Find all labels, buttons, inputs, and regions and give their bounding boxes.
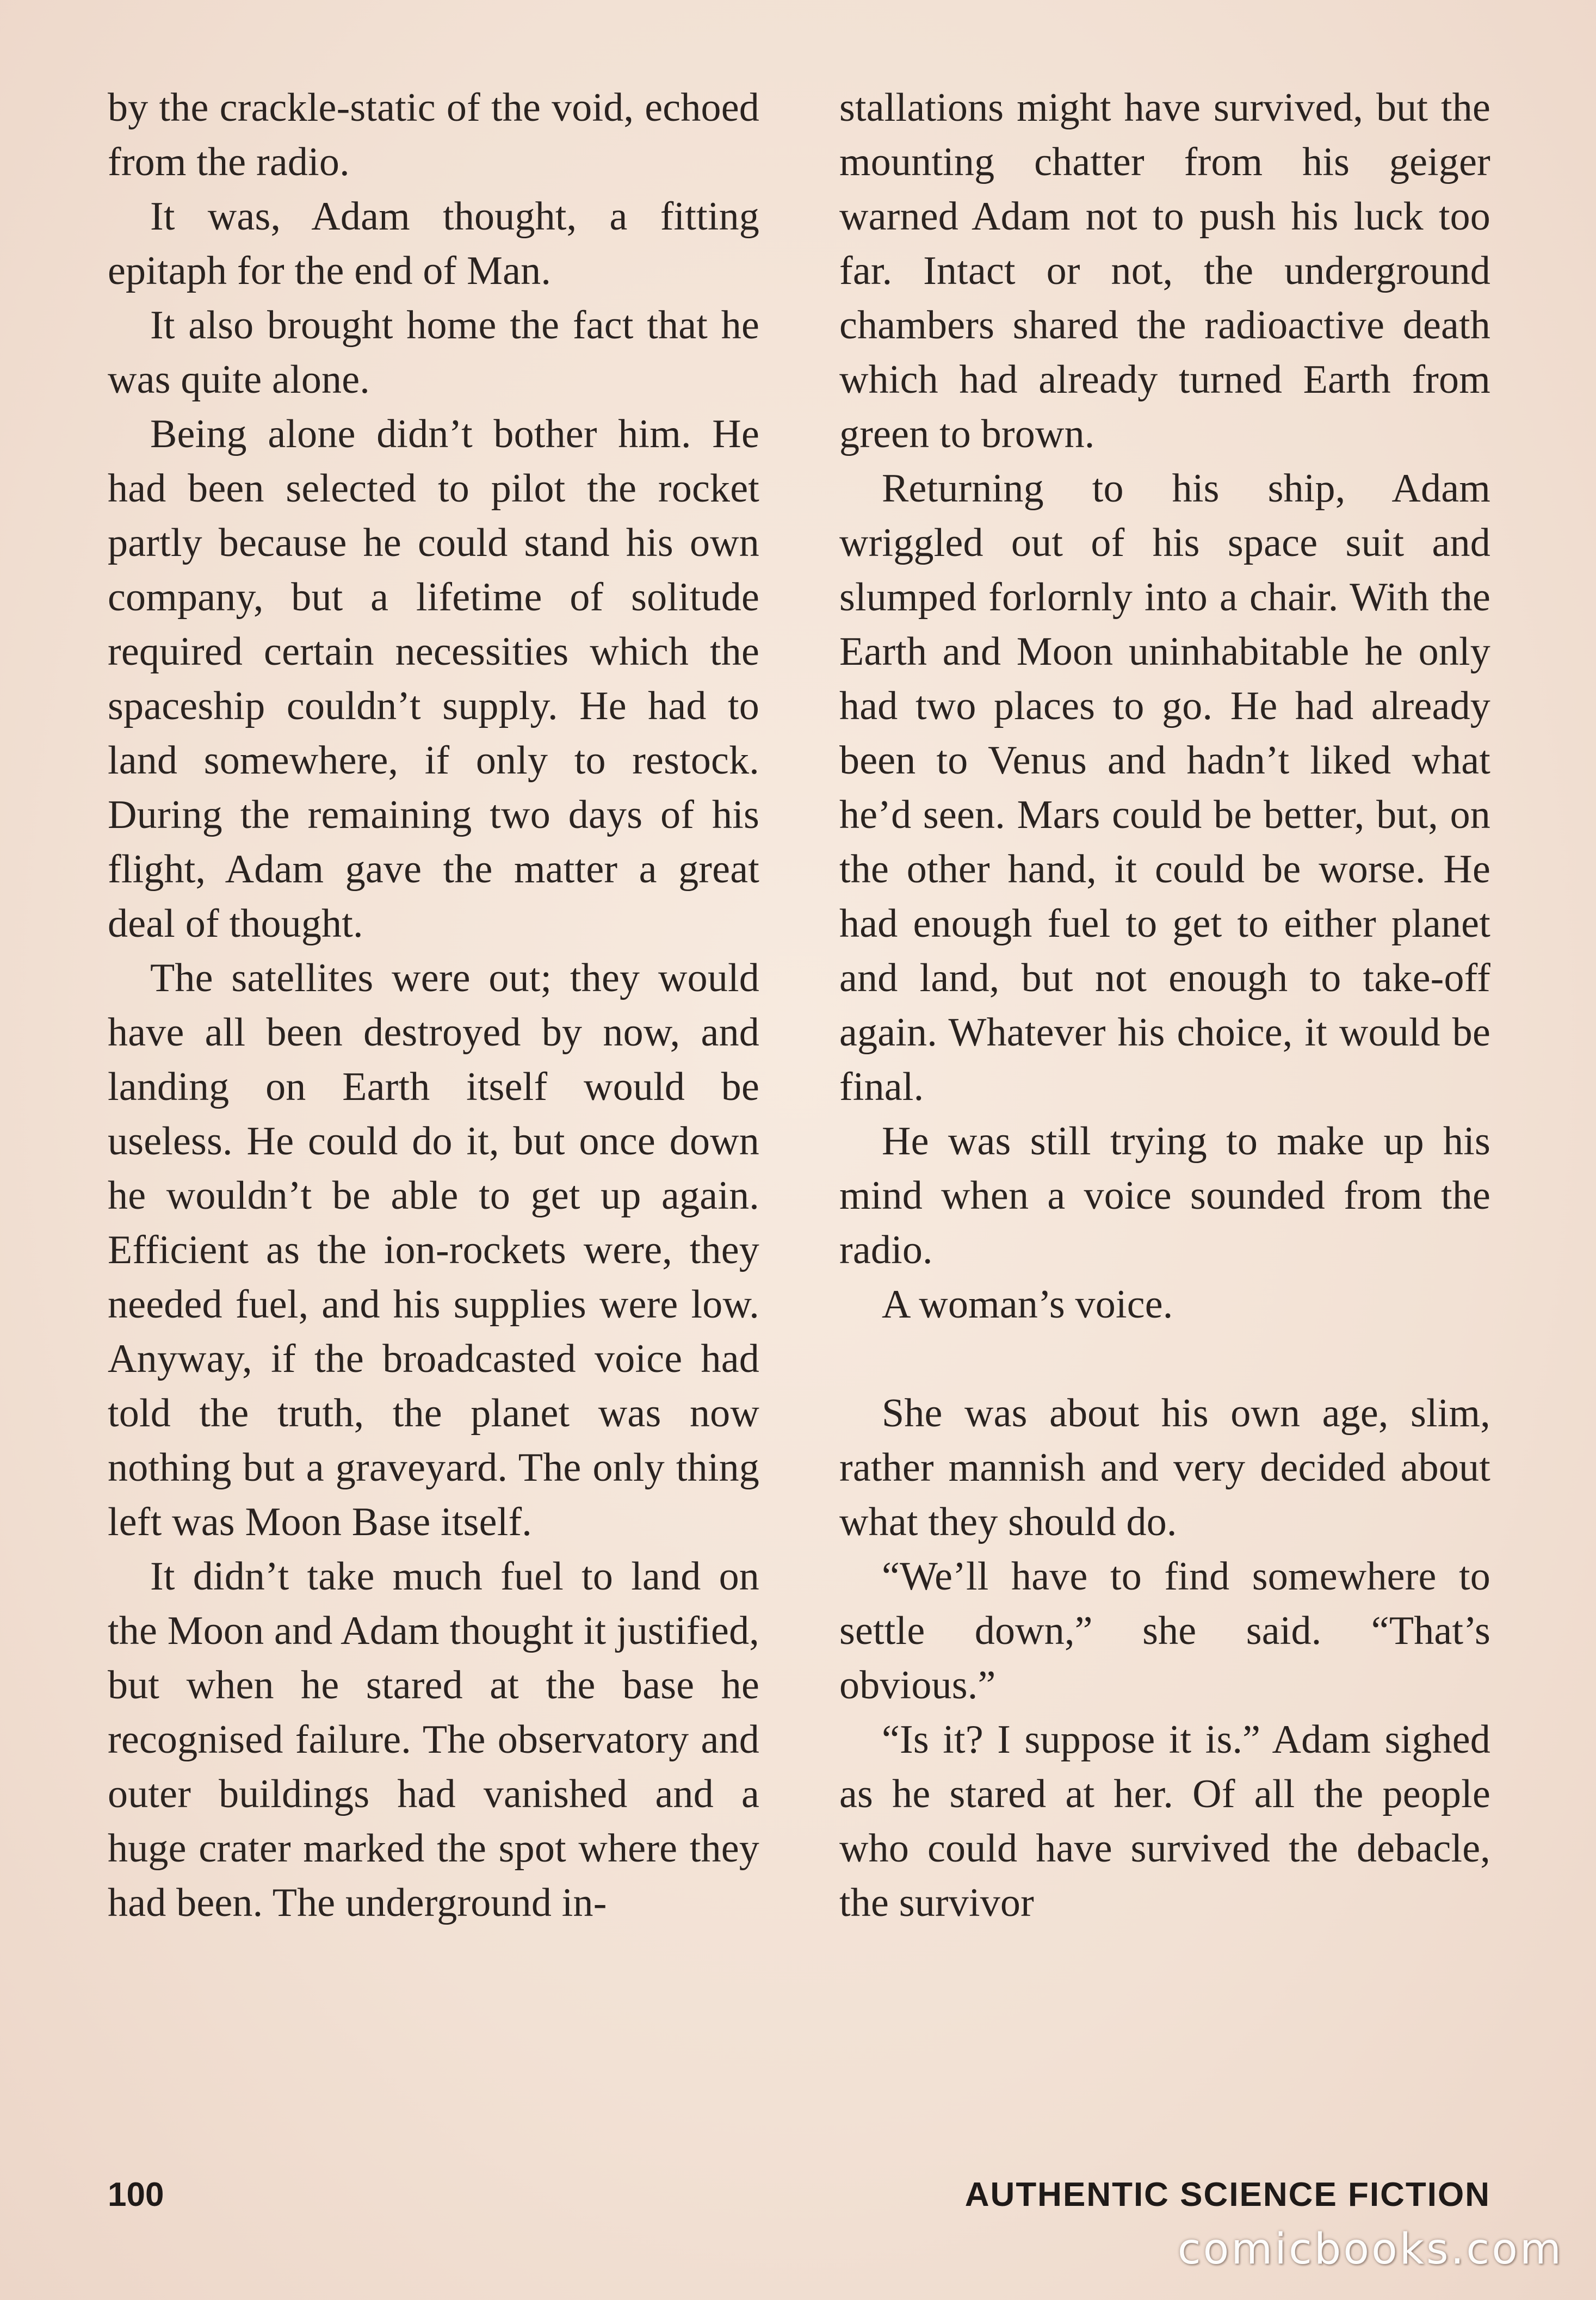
page-footer xyxy=(108,2171,1490,2219)
paragraph: Being alone didn’t bother him. He had been selected to pilot the rocket partly because he could stand his own company, but a lifetime of solitude required certain necessities which the spaceship couldn’t supply. He had to land somewhere, if only to restock. During the remaining two days of his flight, Adam gave the matter a great deal of thought. xyxy=(108,412,759,946)
paragraph: “We’ll have to find somewhere to settle down,” she said. “That’s obvious.” xyxy=(839,1554,1490,1708)
paragraph: A woman’s voice. xyxy=(882,1282,1173,1327)
paragraph: by the crackle-static of the void, echoed from the radio. xyxy=(108,85,759,184)
watermark: comicbooks.com xyxy=(1177,2225,1563,2274)
paragraph: “Is it? I suppose it is.” Adam sighed as he stared at her. Of all the people who could have survived the debacle, the survivor xyxy=(839,1717,1490,1925)
paragraph: The satellites were out; they would have all been destroyed by now, and landing on Earth itself would be useless. He could do it, but once down he wouldn’t be able to get up again. Efficient as the ion-rockets were, they needed fuel, and his supplies were low. Anyway, if the broadcasted voice had told the truth, the planet was now nothing but a graveyard. The only thing left was Moon Base itself. xyxy=(108,956,759,1544)
page-number: 100 xyxy=(108,2176,164,2214)
paragraph: Returning to his ship, Adam wriggled out of his space suit and slumped forlornly into a chair. With the Earth and Moon uninhabitable he only had two places to go. He had already been to Venus and hadn’t liked what he’d seen. Mars could be better, but, on the other hand, it could be worse. He had enough fuel to get to either planet and land, but not enough to take-off again. Whatever his choice, it would be final. xyxy=(839,466,1490,1109)
paragraph: She was about his own age, slim, rather mannish and very decided about what they should do. xyxy=(839,1391,1490,1544)
left-text-column xyxy=(108,81,759,1930)
paragraph: It didn’t take much fuel to land on the Moon and Adam thought it justified, but when he stared at the base he recognised failure. The observatory and outer buildings had vanished and a huge crater marked the spot where they had been. The underground in- xyxy=(108,1554,759,1925)
right-text-column xyxy=(839,81,1490,1930)
paragraph: It was, Adam thought, a fitting epitaph for the end of Man. xyxy=(108,194,759,293)
paragraph: stallations might have survived, but the mounting chatter from his geiger warned Adam not to push his luck too far. Intact or not, the underground chambers shared the radioactive death which had already turned Earth from green to brown. xyxy=(839,85,1490,456)
paragraph: He was still trying to make up his mind when a voice sounded from the radio. xyxy=(839,1119,1490,1272)
paragraph: It also brought home the fact that he was quite alone. xyxy=(108,303,759,402)
magazine-title: AUTHENTIC SCIENCE FICTION xyxy=(964,2176,1490,2214)
